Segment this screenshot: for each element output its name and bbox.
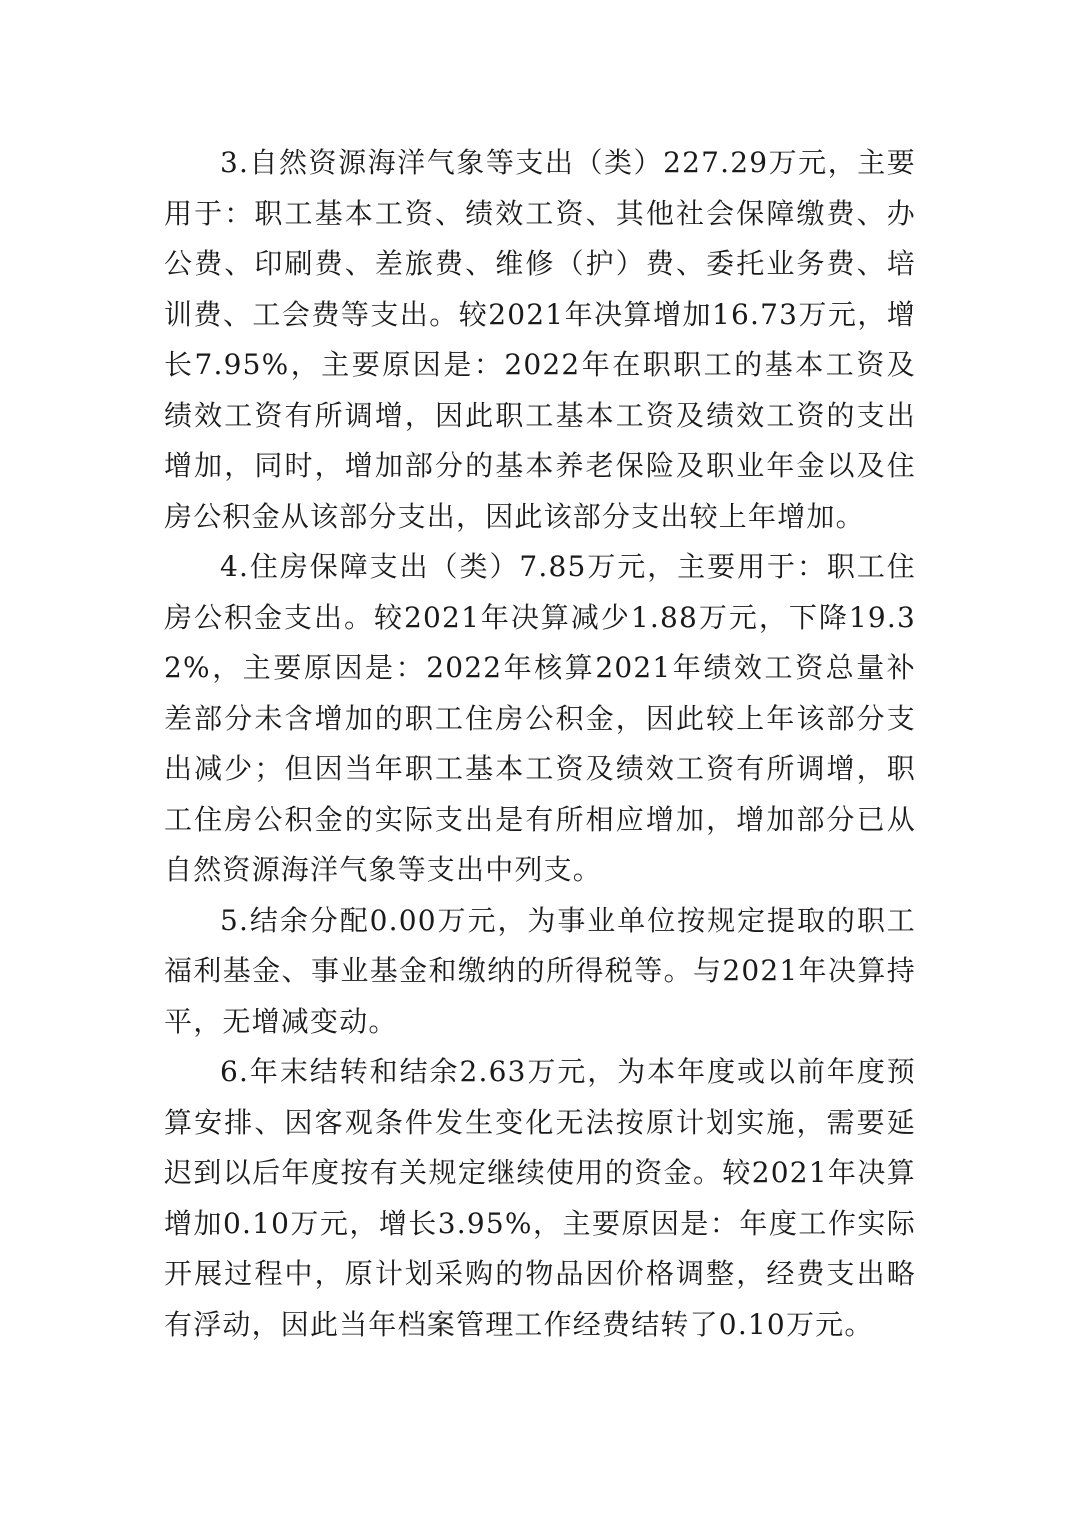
paragraph-housing-security-expenditure: 4.住房保障支出（类）7.85万元，主要用于：职工住房公积金支出。较2021年决算减少1.88万元，下降19.32%，主要原因是：2022年核算2021年绩效工资总量补差部分未含增加的职工住房公积金，因此较上年该部分支出减少；但因当年职工基本工资及绩效工资有所调增，职工住房公积金的实际支出是有所相应增加，增加部分已从自然资源海洋气象等支出中列支。 <box>164 550 916 886</box>
paragraph-year-end-carryover: 6.年末结转和结余2.63万元，为本年度或以前年度预算安排、因客观条件发生变化无法按原计划实施，需要延迟到以后年度按有关规定继续使用的资金。较2021年决算增加0.10万元，增长3.95%，主要原因是：年度工作实际开展过程中，原计划采购的物品因价格调整，经费支出略有浮动，因此当年档案管理工作经费结转了0.10万元。 <box>164 1055 916 1341</box>
paragraph-surplus-distribution: 5.结余分配0.00万元，为事业单位按规定提取的职工福利基金、事业基金和缴纳的所得税等。与2021年决算持平，无增减变动。 <box>164 903 916 1038</box>
paragraph-natural-resources-expenditure: 3.自然资源海洋气象等支出（类）227.29万元，主要用于：职工基本工资、绩效工资、其他社会保障缴费、办公费、印刷费、差旅费、维修（护）费、委托业务费、培训费、工会费等支出。较2021年决算增加16.73万元，增长7.95%，主要原因是：2022年在职职工的基本工资及绩效工资有所调增，因此职工基本工资及绩效工资的支出增加，同时，增加部分的基本养老保险及职业年金以及住房公积金从该部分支出，因此该部分支出较上年增加。 <box>164 146 916 533</box>
document-body <box>164 138 916 1350</box>
